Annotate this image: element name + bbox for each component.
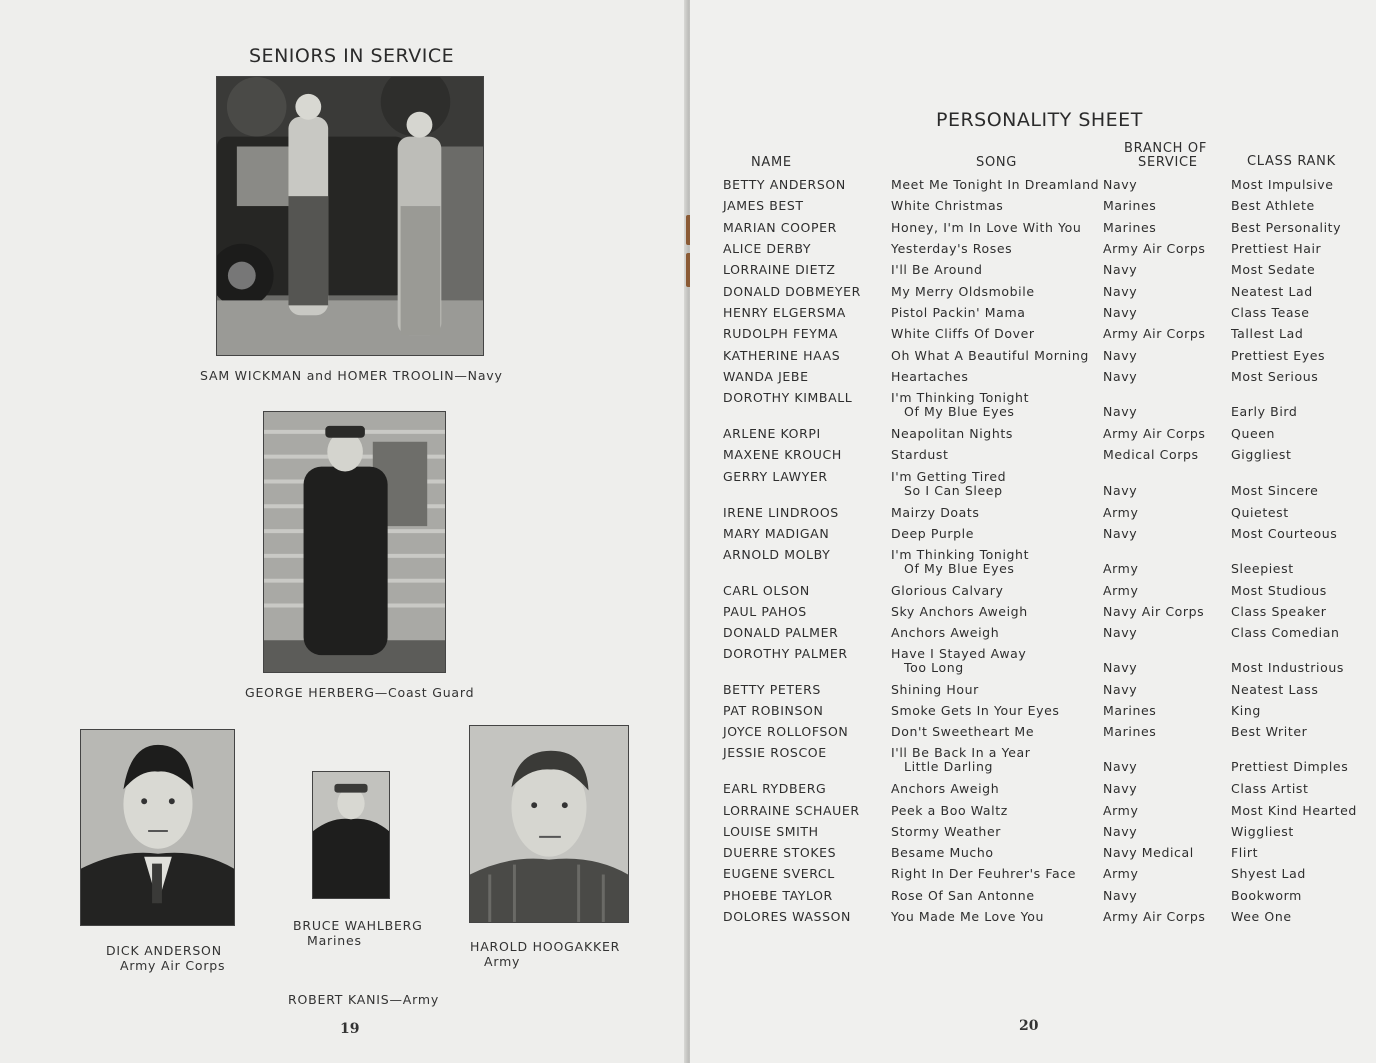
row-rank: Best Writer	[1231, 724, 1308, 739]
row-rank: Prettiest Hair	[1231, 241, 1322, 256]
row-branch: Army Air Corps	[1103, 909, 1206, 924]
row-name: BETTY PETERS	[723, 682, 821, 697]
row-song: Mairzy Doats	[891, 505, 980, 520]
row-branch: Navy	[1103, 660, 1138, 675]
row-song-line2: So I Can Sleep	[904, 483, 1003, 498]
caption-bruce-wahlberg-name: BRUCE WAHLBERG	[293, 918, 423, 933]
row-branch: Army Air Corps	[1103, 241, 1206, 256]
row-rank: Wiggliest	[1231, 824, 1294, 839]
row-rank: Queen	[1231, 426, 1276, 441]
row-song-line2: Of My Blue Eyes	[904, 404, 1015, 419]
row-name: LORRAINE SCHAUER	[723, 803, 860, 818]
row-branch: Navy	[1103, 625, 1138, 640]
row-song: Yesterday's Roses	[891, 241, 1013, 256]
row-rank: Class Artist	[1231, 781, 1309, 796]
row-song: Meet Me Tonight In Dreamland	[891, 177, 1100, 192]
row-song: Anchors Aweigh	[891, 625, 1000, 640]
page-number-19: 19	[340, 1021, 360, 1037]
row-song-line2: Of My Blue Eyes	[904, 561, 1015, 576]
row-song: Peek a Boo Waltz	[891, 803, 1008, 818]
column-header-branch-line1: BRANCH OF	[1124, 141, 1208, 156]
row-rank: Bookworm	[1231, 888, 1302, 903]
row-name: PAT ROBINSON	[723, 703, 824, 718]
row-name: BETTY ANDERSON	[723, 177, 846, 192]
row-rank: Flirt	[1231, 845, 1259, 860]
row-name: IRENE LINDROOS	[723, 505, 839, 520]
page-number-20: 20	[1019, 1018, 1039, 1034]
caption-robert-kanis: ROBERT KANIS—Army	[288, 992, 440, 1007]
row-rank: Class Speaker	[1231, 604, 1327, 619]
row-rank: Class Comedian	[1231, 625, 1340, 640]
row-song: Smoke Gets In Your Eyes	[891, 703, 1060, 718]
column-header-branch-line2: SERVICE	[1138, 155, 1198, 170]
row-song: Right In Der Feuhrer's Face	[891, 866, 1077, 881]
row-song: Stardust	[891, 447, 949, 462]
row-rank: Most Industrious	[1231, 660, 1344, 675]
row-song: You Made Me Love You	[891, 909, 1045, 924]
row-rank: Neatest Lad	[1231, 284, 1313, 299]
row-rank: Wee One	[1231, 909, 1292, 924]
row-branch: Army Air Corps	[1103, 326, 1206, 341]
row-rank: Most Impulsive	[1231, 177, 1334, 192]
row-branch: Marines	[1103, 703, 1157, 718]
caption-dick-anderson-name: DICK ANDERSON	[106, 943, 222, 958]
personality-heading: PERSONALITY SHEET	[936, 109, 1143, 131]
row-branch: Navy	[1103, 824, 1138, 839]
photo-bruce-wahlberg	[312, 771, 390, 899]
row-song: Have I Stayed Away	[891, 646, 1027, 661]
row-name: LORRAINE DIETZ	[723, 262, 836, 277]
row-branch: Navy	[1103, 404, 1138, 419]
row-branch: Navy	[1103, 369, 1138, 384]
row-song: I'm Thinking Tonight	[891, 547, 1030, 562]
row-name: DOLORES WASSON	[723, 909, 851, 924]
row-name: PHOEBE TAYLOR	[723, 888, 833, 903]
row-song-line2: Little Darling	[904, 759, 994, 774]
row-branch: Army	[1103, 803, 1139, 818]
row-song: I'll Be Around	[891, 262, 983, 277]
row-name: PAUL PAHOS	[723, 604, 807, 619]
row-name: DOROTHY KIMBALL	[723, 390, 853, 405]
row-branch: Army	[1103, 505, 1139, 520]
row-branch: Army	[1103, 866, 1139, 881]
row-name: LOUISE SMITH	[723, 824, 819, 839]
row-branch: Navy	[1103, 526, 1138, 541]
row-name: MAXENE KROUCH	[723, 447, 842, 462]
row-song: Glorious Calvary	[891, 583, 1004, 598]
row-name: JOYCE ROLLOFSON	[723, 724, 849, 739]
row-branch: Navy	[1103, 781, 1138, 796]
row-rank: Quietest	[1231, 505, 1289, 520]
row-song: Neapolitan Nights	[891, 426, 1013, 441]
row-branch: Navy	[1103, 177, 1138, 192]
row-branch: Navy	[1103, 262, 1138, 277]
column-header-song: SONG	[976, 155, 1018, 170]
row-song-line2: Too Long	[904, 660, 964, 675]
row-branch: Marines	[1103, 220, 1157, 235]
row-branch: Navy	[1103, 759, 1138, 774]
row-rank: Giggliest	[1231, 447, 1292, 462]
row-rank: Best Athlete	[1231, 198, 1315, 213]
row-branch: Navy	[1103, 483, 1138, 498]
row-song: Don't Sweetheart Me	[891, 724, 1035, 739]
row-name: DONALD DOBMEYER	[723, 284, 861, 299]
row-branch: Navy Medical	[1103, 845, 1194, 860]
photo-harold-hoogakker	[469, 725, 629, 923]
seniors-heading: SENIORS IN SERVICE	[249, 45, 455, 67]
row-branch: Marines	[1103, 198, 1157, 213]
row-branch: Navy	[1103, 284, 1138, 299]
row-name: ARLENE KORPI	[723, 426, 821, 441]
row-branch: Army Air Corps	[1103, 426, 1206, 441]
row-branch: Navy	[1103, 305, 1138, 320]
row-song: White Christmas	[891, 198, 1004, 213]
photo-wickman-troolin	[216, 76, 484, 356]
row-name: WANDA JEBE	[723, 369, 809, 384]
row-branch: Medical Corps	[1103, 447, 1199, 462]
row-name: JAMES BEST	[723, 198, 804, 213]
row-branch: Army	[1103, 561, 1139, 576]
row-song: Honey, I'm In Love With You	[891, 220, 1082, 235]
caption-dick-anderson-branch: Army Air Corps	[120, 958, 226, 973]
row-song: Heartaches	[891, 369, 969, 384]
row-name: EUGENE SVERCL	[723, 866, 835, 881]
row-song: White Cliffs Of Dover	[891, 326, 1035, 341]
caption-herberg: GEORGE HERBERG—Coast Guard	[245, 685, 475, 700]
row-rank: Most Serious	[1231, 369, 1319, 384]
row-song: I'm Getting Tired	[891, 469, 1007, 484]
row-rank: Shyest Lad	[1231, 866, 1306, 881]
row-branch: Navy Air Corps	[1103, 604, 1205, 619]
row-name: RUDOLPH FEYMA	[723, 326, 839, 341]
row-rank: King	[1231, 703, 1261, 718]
photo-dick-anderson	[80, 729, 235, 926]
row-rank: Neatest Lass	[1231, 682, 1319, 697]
row-name: ARNOLD MOLBY	[723, 547, 831, 562]
row-name: CARL OLSON	[723, 583, 810, 598]
row-song: Pistol Packin' Mama	[891, 305, 1026, 320]
row-song: Sky Anchors Aweigh	[891, 604, 1028, 619]
row-rank: Most Kind Hearted	[1231, 803, 1357, 818]
column-header-name: NAME	[751, 155, 792, 170]
row-name: DUERRE STOKES	[723, 845, 837, 860]
row-rank: Class Tease	[1231, 305, 1310, 320]
row-name: JESSIE ROSCOE	[723, 745, 827, 760]
caption-harold-hoogakker-branch: Army	[484, 954, 521, 969]
row-name: DONALD PALMER	[723, 625, 839, 640]
row-name: EARL RYDBERG	[723, 781, 827, 796]
caption-harold-hoogakker-name: HAROLD HOOGAKKER	[470, 939, 621, 954]
row-song: Oh What A Beautiful Morning	[891, 348, 1089, 363]
row-song: Stormy Weather	[891, 824, 1001, 839]
row-rank: Most Studious	[1231, 583, 1327, 598]
row-song: Deep Purple	[891, 526, 974, 541]
row-branch: Marines	[1103, 724, 1157, 739]
row-name: DOROTHY PALMER	[723, 646, 848, 661]
row-rank: Most Sincere	[1231, 483, 1319, 498]
row-rank: Sleepiest	[1231, 561, 1294, 576]
row-branch: Army	[1103, 583, 1139, 598]
row-name: MARIAN COOPER	[723, 220, 837, 235]
row-branch: Navy	[1103, 348, 1138, 363]
row-name: MARY MADIGAN	[723, 526, 830, 541]
row-song: Anchors Aweigh	[891, 781, 1000, 796]
row-song: Shining Hour	[891, 682, 979, 697]
row-rank: Tallest Lad	[1231, 326, 1304, 341]
row-song: I'm Thinking Tonight	[891, 390, 1030, 405]
row-song: My Merry Oldsmobile	[891, 284, 1035, 299]
row-song: Besame Mucho	[891, 845, 994, 860]
row-rank: Most Courteous	[1231, 526, 1338, 541]
row-rank: Prettiest Dimples	[1231, 759, 1349, 774]
row-name: HENRY ELGERSMA	[723, 305, 846, 320]
row-name: GERRY LAWYER	[723, 469, 828, 484]
row-song: Rose Of San Antonne	[891, 888, 1035, 903]
row-branch: Navy	[1103, 682, 1138, 697]
caption-wickman-troolin: SAM WICKMAN and HOMER TROOLIN—Navy	[200, 368, 503, 383]
row-name: KATHERINE HAAS	[723, 348, 841, 363]
right-page	[690, 0, 1376, 1063]
row-rank: Prettiest Eyes	[1231, 348, 1326, 363]
photo-herberg	[263, 411, 446, 673]
row-rank: Most Sedate	[1231, 262, 1316, 277]
row-rank: Early Bird	[1231, 404, 1298, 419]
row-branch: Navy	[1103, 888, 1138, 903]
column-header-rank: CLASS RANK	[1247, 154, 1336, 169]
row-rank: Best Personality	[1231, 220, 1342, 235]
row-name: ALICE DERBY	[723, 241, 812, 256]
caption-bruce-wahlberg-branch: Marines	[307, 933, 362, 948]
row-song: I'll Be Back In a Year	[891, 745, 1031, 760]
